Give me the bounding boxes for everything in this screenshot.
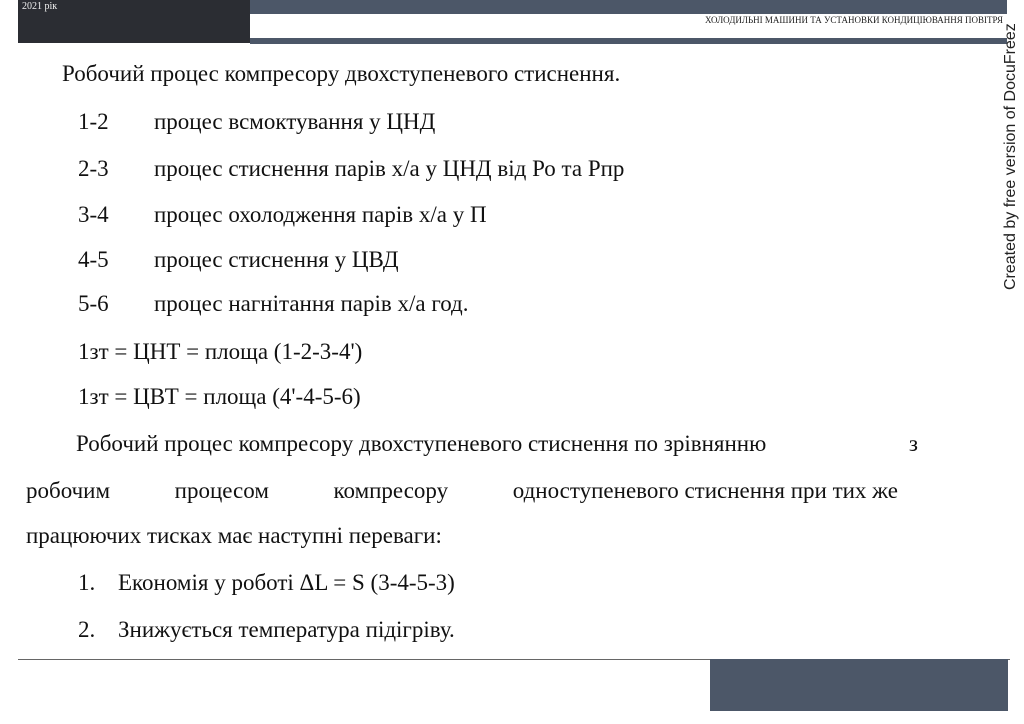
page-heading: Робочий процес компресору двохступеневого стиснення. <box>62 61 621 86</box>
process-number: 5-6 <box>78 291 109 316</box>
advantage-text: Знижується температура підігріву. <box>118 617 455 642</box>
paragraph-line-1 <box>76 431 918 457</box>
paragraph-text: з <box>908 431 918 456</box>
process-number: 1-2 <box>78 109 109 134</box>
watermark-text: Created by free version of DocuFreez <box>1002 23 1019 290</box>
header-title-strip <box>250 14 1007 38</box>
process-text: процес стиснення парів х/а у ЦНД від Ро та Рпр <box>154 156 625 181</box>
header-year-block <box>18 0 250 43</box>
paragraph-line-3: працюючих тисках має наступні переваги: <box>26 523 442 548</box>
footer-bar <box>710 659 1008 711</box>
advantage-number: 2. <box>78 617 96 642</box>
header-title: ХОЛОДИЛЬНІ МАШИНИ ТА УСТАНОВКИ КОНДИЦІЮВАННЯ ПОВІТРЯ <box>704 15 1003 25</box>
paragraph-text: процесом <box>174 478 269 503</box>
header-divider <box>250 42 1007 44</box>
paragraph-text: Робочий процес компресору двохступеневого стиснення по зрівнянню <box>76 431 767 456</box>
process-number: 2-3 <box>78 156 109 181</box>
process-text: процес всмоктування у ЦНД <box>154 109 436 134</box>
header-year: 2021 рік <box>22 1 58 12</box>
process-text: процес нагнітання парів х/а год. <box>154 291 469 316</box>
formula-high-stage: 1зт = ЦВТ = площа (4'-4-5-6) <box>78 384 361 409</box>
advantage-number: 1. <box>78 570 96 595</box>
process-number: 3-4 <box>78 202 109 227</box>
process-text: процес охолодження парів х/а у П <box>154 202 487 227</box>
formula-low-stage: 1зт = ЦНТ = площа (1-2-3-4') <box>78 339 363 364</box>
process-number: 4-5 <box>78 247 109 272</box>
paragraph-text: робочим <box>26 478 111 503</box>
paragraph-line-2 <box>26 478 898 504</box>
process-text: процес стиснення у ЦВД <box>154 247 399 272</box>
paragraph-text: компресору <box>333 478 449 503</box>
advantage-text: Економія у роботі ΔL = S (3-4-5-3) <box>118 570 455 595</box>
paragraph-text: одноступеневого стиснення при тих же <box>512 478 898 503</box>
